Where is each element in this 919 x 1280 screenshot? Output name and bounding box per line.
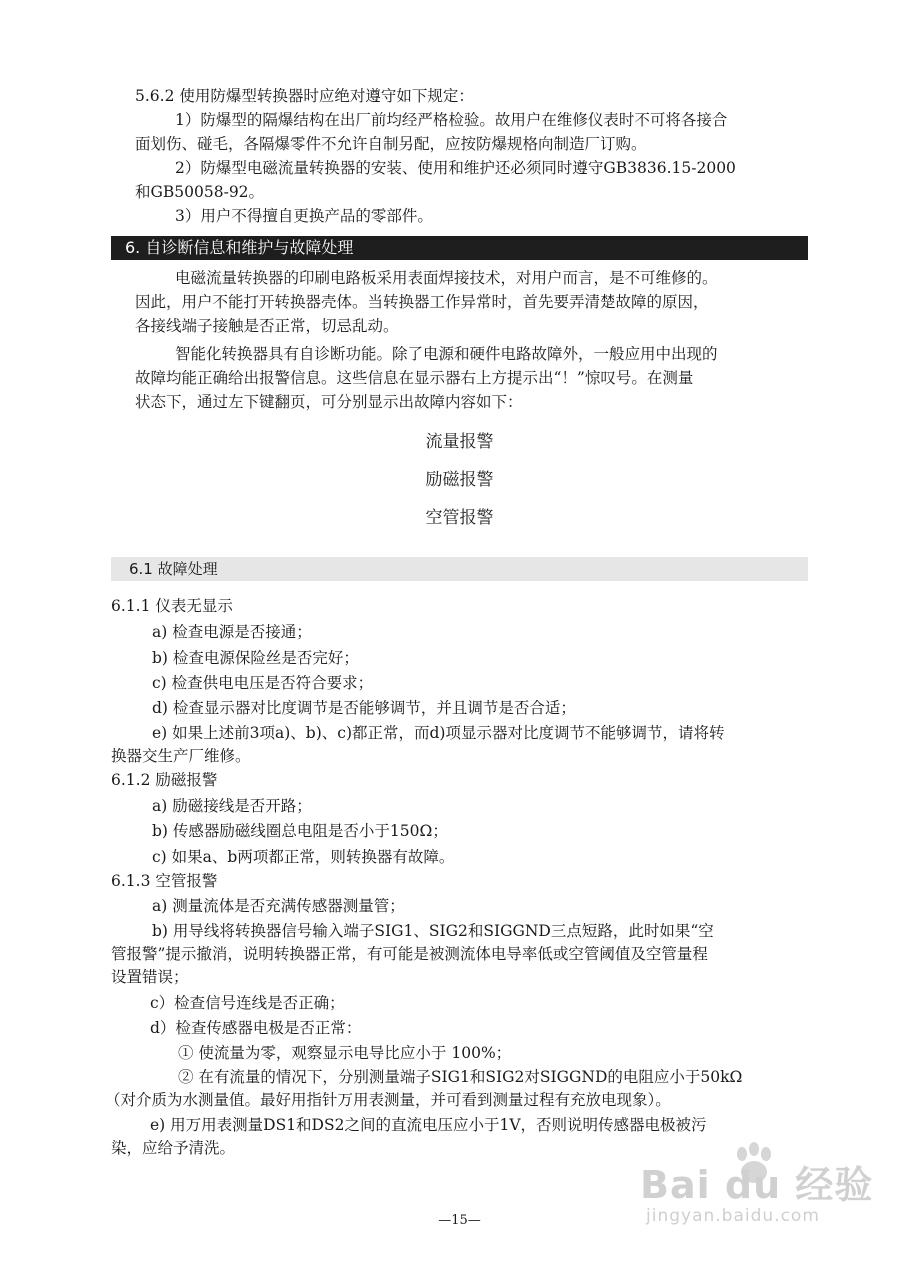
alarm-flow: 流量报警 (425, 432, 494, 452)
section-613-item-c: c）检查信号连线是否正确； (150, 994, 345, 1012)
section-611-item-b: b) 检查电源保险丝是否完好； (152, 649, 359, 667)
watermark-logo: Bai du 经验 (640, 1163, 874, 1207)
section-562-item1-line1: 1）防爆型的隔爆结构在出厂前均经严格检验。故用户在维修仪表时不可将各接合 (175, 111, 728, 129)
section-6-title-bar: 6. 自诊断信息和维护与故障处理 (111, 236, 808, 260)
section-562-item1-line2: 面划伤、碰毛，各隔爆零件不允许自制另配，应按防爆规格向制造厂订购。 (135, 135, 647, 153)
section-612-item-b: b) 传感器励磁线圈总电阻是否小于150Ω； (152, 822, 448, 840)
section-6-para2-line1: 智能化转换器具有自诊断功能。除了电源和硬件电路故障外，一般应用中出现的 (175, 345, 718, 363)
section-6-para2-line3: 状态下，通过左下键翻页，可分别显示出故障内容如下： (135, 393, 523, 411)
section-61-title-bar: 6.1 故障处理 (111, 557, 808, 581)
section-613-item-b-line2: 管报警”提示撤消，说明转换器正常，有可能是被测流体电导率低或空管阈值及空管量程 (111, 945, 708, 963)
section-613-item-a: a) 测量流体是否充满传感器测量管； (152, 897, 405, 915)
section-613-item-e-line1: e) 用万用表测量DS1和DS2之间的直流电压应小于1V，否则说明传感器电极被污 (150, 1116, 707, 1134)
section-6-para2-line2: 故障均能正确给出报警信息。这些信息在显示器右上方提示出“！”惊叹号。在测量 (135, 369, 694, 387)
section-6-para1-line2: 因此，用户不能打开转换器壳体。当转换器工作异常时，首先要弄清楚故障的原因， (135, 293, 709, 311)
section-562-item2-line2: 和GB50058-92。 (135, 183, 265, 201)
watermark-url: jingyan.baidu.com (646, 1206, 820, 1226)
section-613-item-e-line2: 染，应给予清洗。 (111, 1139, 236, 1157)
section-613-item-d: d）检查传感器电极是否正常： (150, 1019, 362, 1037)
section-613-item-d2-line1: ② 在有流量的情况下，分别测量端子SIG1和SIG2对SIGGND的电阻应小于50kΩ (178, 1068, 743, 1086)
section-562-item3: 3）用户不得擅自更换产品的零部件。 (175, 207, 433, 225)
section-612-item-a: a) 励磁接线是否开路； (152, 797, 312, 815)
section-611-heading: 6.1.1 仪表无显示 (111, 597, 233, 615)
section-562-item2-line1: 2）防爆型电磁流量转换器的安装、使用和维护还必须同时遵守GB3836.15-2000 (175, 159, 736, 177)
section-611-item-a: a) 检查电源是否接通； (152, 623, 312, 641)
section-613-item-b-line3: 设置错误； (111, 968, 189, 986)
section-613-heading: 6.1.3 空管报警 (111, 872, 218, 890)
section-611-item-d: d) 检查显示器对比度调节是否能够调节，并且调节是否合适； (152, 699, 576, 717)
section-611-item-e-line1: e) 如果上述前3项a)、b)、c)都正常，而d)项显示器对比度调节不能够调节，请将转 (152, 724, 725, 742)
section-562-heading: 5.6.2 使用防爆型转换器时应绝对遵守如下规定： (135, 87, 474, 105)
section-6-para1-line3: 各接线端子接触是否正常，切忌乱动。 (135, 317, 399, 335)
section-613-item-b-line1: b) 用导线将转换器信号输入端子SIG1、SIG2和SIGGND三点短路，此时如果“空 (152, 922, 714, 940)
alarm-empty-pipe: 空管报警 (425, 508, 494, 528)
alarm-excitation: 励磁报警 (425, 470, 494, 490)
section-612-item-c: c) 如果a、b两项都正常，则转换器有故障。 (152, 848, 455, 866)
page-number: —15— (438, 1213, 481, 1228)
section-611-item-e-line2: 换器交生产厂维修。 (111, 747, 251, 765)
section-613-item-d1: ① 使流量为零，观察显示电导比应小于 100%； (178, 1044, 512, 1062)
section-612-heading: 6.1.2 励磁报警 (111, 771, 218, 789)
watermark (640, 1140, 880, 1240)
section-613-item-d2-line2: （对介质为水测量值。最好用指针万用表测量，并可看到测量过程有充放电现象）。 (105, 1091, 671, 1109)
section-6-para1-line1: 电磁流量转换器的印刷电路板采用表面焊接技术，对用户而言，是不可维修的。 (175, 269, 718, 287)
section-611-item-c: c) 检查供电电压是否符合要求； (152, 674, 374, 692)
